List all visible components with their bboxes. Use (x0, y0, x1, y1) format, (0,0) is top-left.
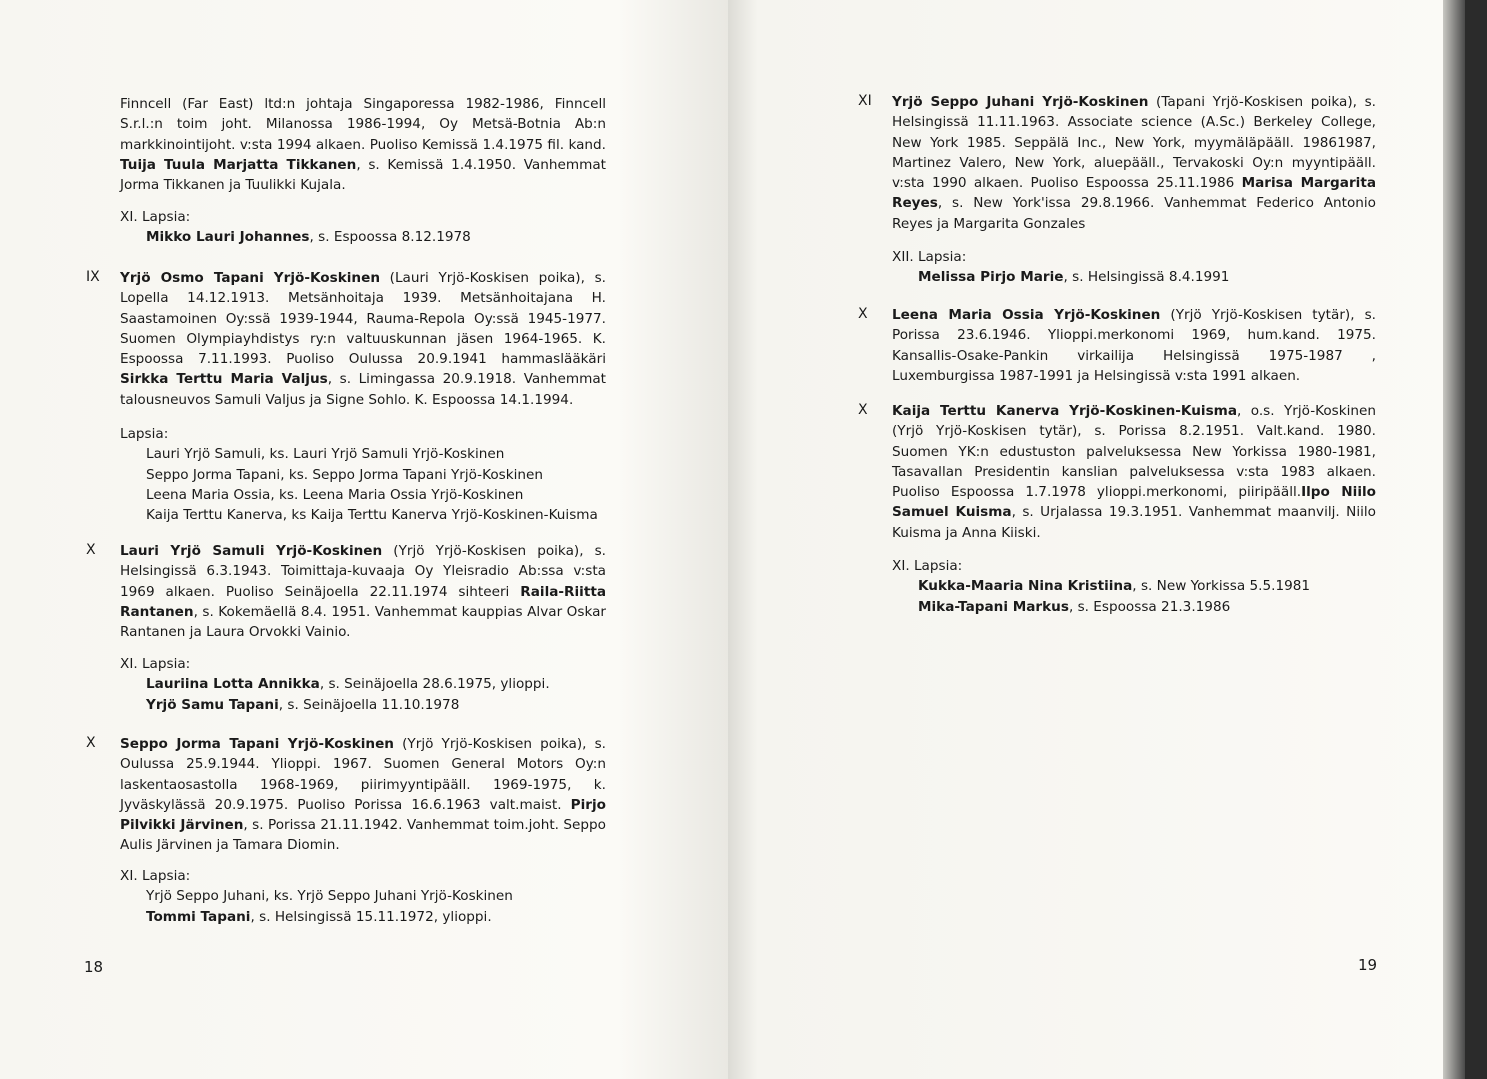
child-name: Yrjö Samu Tapani (146, 696, 279, 713)
spouse-name: Raila-Riitta Rantanen (120, 583, 606, 620)
child-name: Lauriina Lotta Annikka (146, 676, 320, 693)
entry-text-1: , o.s. Yrjö-Koskinen (Yrjö Yrjö-Koskisen tytär), s. Porissa 8.2.1951. Valt.kand. 1980. Suomen YK:n edustuston palveluksessa New Yorkissa 1980-1981, Tasavallan Presidentin kanslian palveluksessa v:sta 1983 alkaen. Puoliso Espoossa 1.7.1978 ylioppi.merkonomi, piiripääll. (892, 403, 1376, 501)
person-name: Seppo Jorma Tapani Yrjö-Koskinen (120, 736, 394, 752)
person-name: Yrjö Osmo Tapani Yrjö-Koskinen (120, 270, 380, 286)
entry-osmo (120, 268, 606, 410)
child-row (892, 576, 1376, 596)
person-name: Leena Maria Ossia Yrjö-Koskinen (892, 307, 1161, 323)
intro-spouse-name: Tuija Tuula Marjatta Tikkanen (120, 156, 357, 173)
generation-marker: X (86, 542, 96, 558)
spouse-name: Sirkka Terttu Maria Valjus (120, 371, 328, 388)
child-details: , s. New Yorkissa 5.5.1981 (1132, 578, 1311, 595)
intro-text-2: , s. Kemissä 1.4.1950. Vanhemmat Jorma Tikkanen ja Tuulikki Kujala. (120, 156, 607, 194)
entry-leena (892, 305, 1376, 386)
entry-text-1: (Yrjö Yrjö-Koskisen poika), s. Oulussa 25.9.1944. Ylioppi. 1967. Suomen General Motors Oy:n laskentaosastolla 1968-1969, piirimyyntipääll. 1969-1975, k. Jyväskylässä 20.9.1975. Puoliso Porissa 16.6.1963 valt.maist. (120, 736, 607, 813)
child-row: Kaija Terttu Kanerva, ks Kaija Terttu Kanerva Yrjö-Koskinen-Kuisma (146, 507, 598, 524)
child-row (120, 907, 606, 927)
left-page (0, 0, 728, 1079)
child-row (120, 674, 606, 694)
generation-marker: X (858, 402, 868, 418)
entry-paragraph (120, 541, 606, 642)
kaija-children (892, 556, 1376, 617)
page-number: 19 (1358, 956, 1378, 974)
entry-text-1: (Yrjö Yrjö-Koskisen tytär), s. Porissa 23.6.1946. Ylioppi.merkonomi 1969, hum.kand. 1975. Kansallis-Osake-Pankin virkailija Helsingissä 1975-1987 , Luxemburgissa 1987-1991 ja Helsingissä v:sta 1991 alkaen. (892, 307, 1376, 384)
entry-text-2: , s. Urjalassa 19.3.1951. Vanhemmat maanvilj. Niilo Kuisma ja Anna Kiiski. (892, 504, 1376, 541)
intro-text-1: Finncell (Far East) ltd:n johtaja Singaporessa 1982-1986, Finncell S.r.l.:n toim joht. Milanossa 1986-1994, Oy Metsä-Botnia Ab:n markkinointijoht. v:sta 1994 alkaen. Puoliso Kemissä 1.4.1975 fil. kand. (120, 96, 606, 153)
page-number: 18 (84, 958, 104, 976)
entry-text-2: , s. Kokemäellä 8.4. 1951. Vanhemmat kauppias Alvar Oskar Rantanen ja Laura Orvokki Vainio. (120, 603, 606, 641)
child-name: Kukka-Maaria Nina Kristiina (918, 578, 1133, 595)
children-label: XI. Lapsia: (120, 209, 191, 225)
child-row (120, 227, 606, 247)
child-details: , s. Espoossa 21.3.1986 (1068, 598, 1231, 615)
child-row (892, 267, 1376, 287)
child-details: , s. Seinäjoella 28.6.1975, ylioppi. (319, 676, 550, 693)
lauri-children (120, 654, 606, 715)
person-name: Yrjö Seppo Juhani Yrjö-Koskinen (892, 94, 1149, 110)
child-name: Melissa Pirjo Marie (918, 269, 1064, 286)
generation-marker: IX (86, 269, 100, 285)
child-details: , s. Espoossa 8.12.1978 (309, 229, 471, 246)
page-edge-shadow (1443, 0, 1465, 1079)
generation-marker: XI (858, 93, 872, 109)
entry-paragraph (120, 268, 606, 410)
entry-text-1: (Tapani Yrjö-Koskisen poika), s. Helsingissä 11.11.1963. Associate science (A.Sc.) Berkeley College, New York 1985. Seppälä Inc., New York, myymäläpääll. 19861987, Martinez Valero, New York, aluepääll., Tervakoski Oy:n myyntipääll. v:sta 1990 alkaen. Puoliso Espoossa 25.11.1986 (892, 94, 1376, 192)
entry-paragraph (892, 305, 1376, 386)
entry-text-2: , s. Porissa 21.11.1942. Vanhemmat toim.joht. Seppo Aulis Järvinen ja Tamara Diomin. (120, 817, 606, 854)
child-details: , s. Helsingissä 15.11.1972, ylioppi. (250, 908, 492, 925)
child-name: Tommi Tapani (146, 908, 251, 925)
generation-marker: X (86, 735, 96, 751)
spouse-name: Pirjo Pilvikki Järvinen (120, 796, 606, 834)
osmo-children (120, 424, 606, 525)
child-name: Mika-Tapani Markus (918, 598, 1069, 615)
entry-paragraph (892, 92, 1376, 234)
children-label: XI. Lapsia: (892, 558, 963, 574)
seppo-juhani-children (892, 247, 1376, 288)
person-name: Kaija Terttu Kanerva Yrjö-Koskinen-Kuisma (892, 403, 1237, 419)
entry-seppo-juhani (892, 92, 1376, 234)
children-label: Lapsia: (120, 426, 169, 442)
child-row (892, 597, 1376, 617)
child-name: Mikko Lauri Johannes (146, 229, 310, 246)
generation-marker: X (858, 306, 868, 322)
child-details: , s. Seinäjoella 11.10.1978 (278, 696, 460, 713)
right-page (728, 0, 1465, 1079)
children-label: XI. Lapsia: (120, 656, 191, 672)
entry-text-2: , s. New York'issa 29.8.1966. Vanhemmat Federico Antonio Reyes ja Margarita Gonzales (892, 195, 1376, 232)
entry-lauri (120, 541, 606, 642)
intro-paragraph (120, 94, 606, 195)
child-row: Seppo Jorma Tapani, ks. Seppo Jorma Tapani Yrjö-Koskinen (146, 466, 543, 483)
children-label: XI. Lapsia: (120, 868, 191, 884)
intro-entry (120, 94, 606, 195)
entry-seppo (120, 734, 606, 856)
child-row: Lauri Yrjö Samuli, ks. Lauri Yrjö Samuli Yrjö-Koskinen (146, 446, 505, 463)
entry-paragraph (120, 734, 606, 856)
seppo-children (120, 866, 606, 927)
spouse-name: Ilpo Niilo Samuel Kuisma (892, 484, 1376, 521)
child-row (120, 695, 606, 715)
entry-text-1: (Lauri Yrjö-Koskisen poika), s. Lopella 14.12.1913. Metsänhoitaja 1939. Metsänhoitajana H. Saastamoinen Oy:ssä 1939-1944, Rauma-Repola Oy:ssä 1945-1977. Suomen Olympiayhdistys ry:n valtuuskunnan jäsen 1964-1965. K. Espoossa 7.11.1993. Puoliso Oulussa 20.9.1941 hammaslääkäri (120, 270, 606, 368)
child-row: Leena Maria Ossia, ks. Leena Maria Ossia Yrjö-Koskinen (146, 486, 524, 503)
entry-text-2: , s. Limingassa 20.9.1918. Vanhemmat talousneuvos Samuli Valjus ja Signe Sohlo. K. Espoossa 14.1.1994. (120, 371, 607, 408)
spouse-name: Marisa Margarita Reyes (892, 175, 1376, 212)
entry-text-1: (Yrjö Yrjö-Koskisen poika), s. Helsingissä 6.3.1943. Toimittaja-kuvaaja Oy Yleisradio Ab:ssa v:sta 1969 alkaen. Puoliso Seinäjoella 22.11.1974 sihteeri (120, 543, 606, 600)
person-name: Lauri Yrjö Samuli Yrjö-Koskinen (120, 543, 383, 559)
entry-kaija (892, 401, 1376, 543)
intro-children (120, 207, 606, 248)
children-label: XII. Lapsia: (892, 249, 967, 265)
child-row: Yrjö Seppo Juhani, ks. Yrjö Seppo Juhani Yrjö-Koskinen (146, 888, 513, 905)
child-details: , s. Helsingissä 8.4.1991 (1063, 269, 1230, 286)
entry-paragraph (892, 401, 1376, 543)
